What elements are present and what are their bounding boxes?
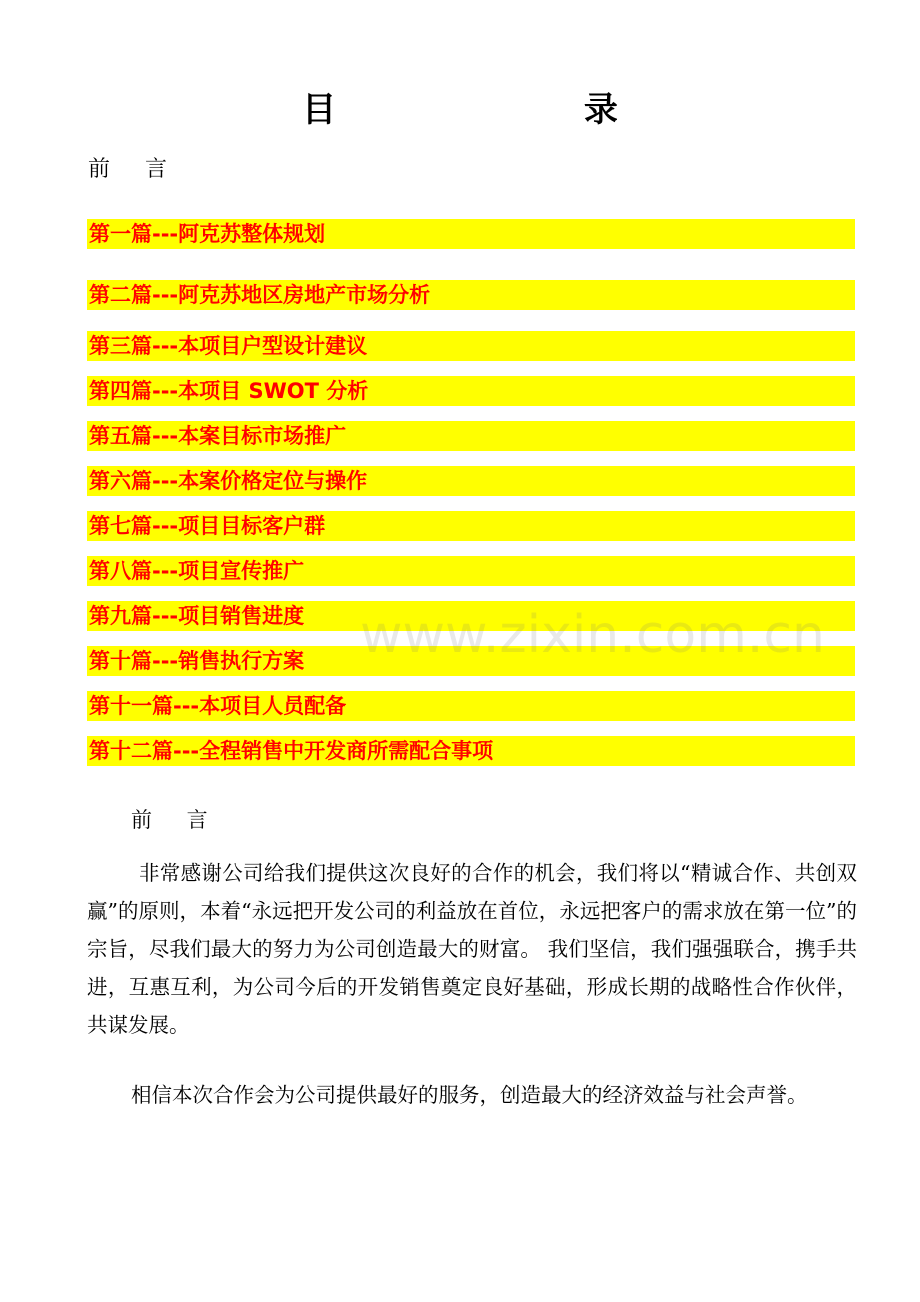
toc-item-9[interactable]: 第九篇---项目销售进度 xyxy=(87,601,855,631)
toc-item-10[interactable]: 第十篇---销售执行方案 xyxy=(87,646,855,676)
watermark: www.zixin.com.cn xyxy=(360,605,825,665)
toc-preface-entry: 前 言 xyxy=(88,157,181,182)
preface-heading: 前 言 xyxy=(131,808,222,832)
toc-item-3[interactable]: 第三篇---本项目户型设计建议 xyxy=(87,331,855,361)
toc-title: 目 录 xyxy=(302,90,736,130)
toc-item-12[interactable]: 第十二篇---全程销售中开发商所需配合事项 xyxy=(87,736,855,766)
toc-item-4[interactable]: 第四篇---本项目 SWOT 分析 xyxy=(87,376,855,406)
toc-item-8[interactable]: 第八篇---项目宣传推广 xyxy=(87,556,855,586)
preface-paragraph-2: 相信本次合作会为公司提供最好的服务，创造最大的经济效益与社会声誉。 xyxy=(131,1083,808,1107)
toc-item-6[interactable]: 第六篇---本案价格定位与操作 xyxy=(87,466,855,496)
toc-item-11[interactable]: 第十一篇---本项目人员配备 xyxy=(87,691,855,721)
toc-item-1[interactable]: 第一篇---阿克苏整体规划 xyxy=(87,219,855,249)
preface-paragraph-1: 非常感谢公司给我们提供这次良好的合作的机会，我们将以“精诚合作、共创双赢”的原则，本着“永远把开发公司的利益放在首位，永远把客户的需求放在第一位”的宗旨，尽我们最大的努力为公司创造最大的财富。 我们坚信，我们强强联合，携手共进，互惠互利，为公司今后的开发销售奠定良好基础，形成长期的战略性合作伙伴，共谋发展。 xyxy=(87,861,857,1037)
toc-item-7[interactable]: 第七篇---项目目标客户群 xyxy=(87,511,855,541)
toc-item-2[interactable]: 第二篇---阿克苏地区房地产市场分析 xyxy=(87,280,855,310)
toc-item-5[interactable]: 第五篇---本案目标市场推广 xyxy=(87,421,855,451)
